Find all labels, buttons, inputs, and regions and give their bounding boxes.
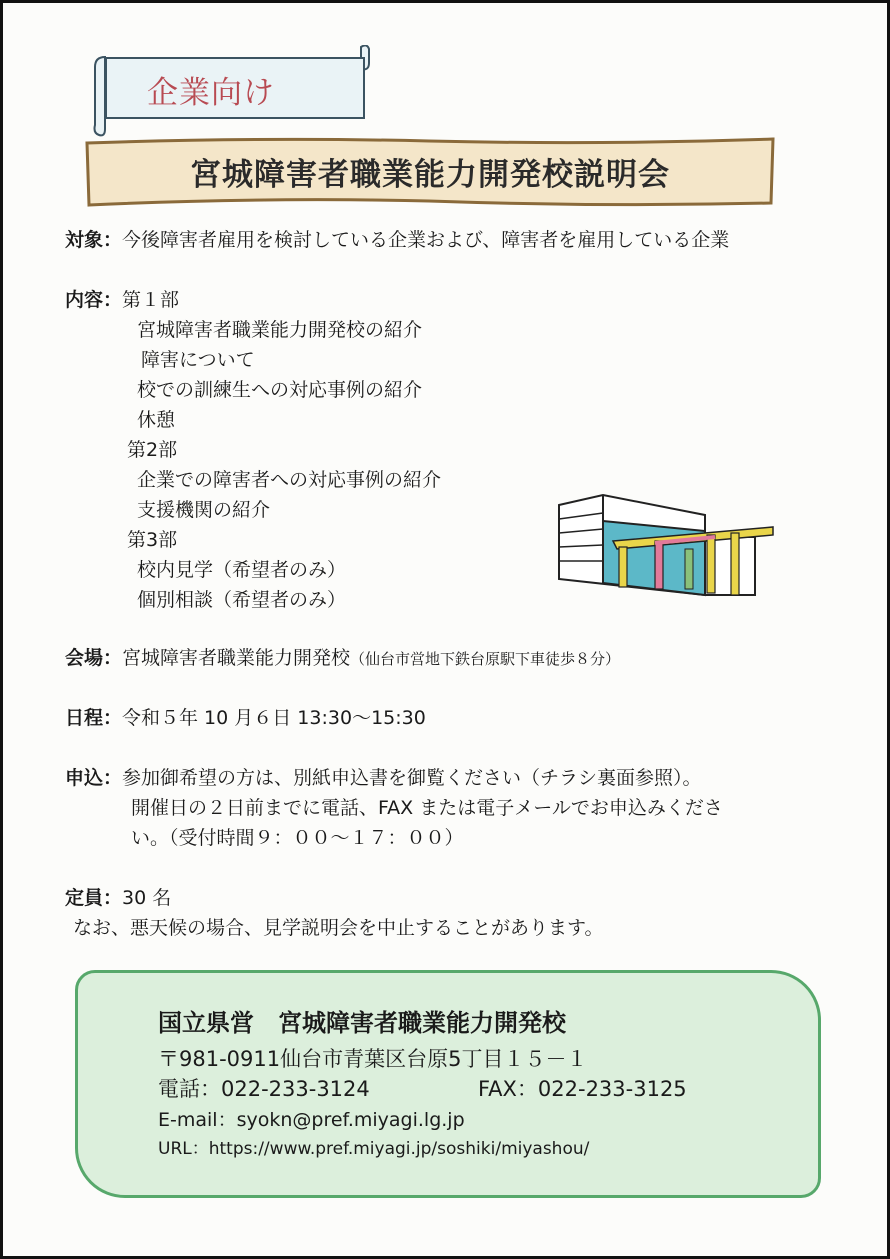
contact-phone: 電話：022-233-3124 <box>158 1077 370 1101</box>
contact-email[interactable]: E-mail：syokn@pref.miyagi.lg.jp <box>158 1109 465 1131</box>
venue-note: （仙台市営地下鉄台原駅下車徒歩８分） <box>350 650 621 668</box>
list-item: 休憩 <box>137 409 176 431</box>
contact-url[interactable]: URL：https://www.pref.miyagi.jp/soshiki/miyashou/ <box>158 1139 590 1159</box>
list-item: 企業での障害者への対応事例の紹介 <box>137 469 442 491</box>
target-label: 対象： <box>65 229 123 251</box>
application-line: い。（受付時間９：００～１７：００） <box>131 827 464 849</box>
contact-name: 国立県営 宮城障害者職業能力開発校 <box>158 1009 566 1037</box>
list-item: 障害について <box>141 349 255 371</box>
contact-address: 〒981-0911仙台市青葉区台原5丁目１５－１ <box>158 1047 588 1071</box>
list-item: 個別相談（希望者のみ） <box>137 589 347 611</box>
audience-tag <box>91 45 381 139</box>
school-building-icon <box>555 491 777 603</box>
part2-heading: 第2部 <box>127 439 178 461</box>
list-item: 校内見学（希望者のみ） <box>137 559 347 581</box>
capacity-text: 30 名 <box>122 887 172 909</box>
venue-row <box>65 649 620 668</box>
contact-fax: FAX：022-233-3125 <box>478 1077 687 1101</box>
capacity-row <box>65 889 171 908</box>
target-text: 今後障害者雇用を検討している企業および、障害者を雇用している企業 <box>122 229 730 251</box>
application-label: 申込： <box>65 767 123 789</box>
application-row <box>65 769 702 788</box>
list-item: 校での訓練生への対応事例の紹介 <box>137 379 423 401</box>
schedule-row <box>65 709 426 728</box>
venue-label: 会場： <box>65 647 123 669</box>
schedule-text: 令和５年 10 月６日 13:30～15:30 <box>122 707 426 729</box>
application-line: 開催日の２日前までに電話、FAX または電子メールでお申込みくださ <box>131 797 723 819</box>
application-line: 参加御希望の方は、別紙申込書を御覧ください（チラシ裏面参照）。 <box>122 767 702 789</box>
list-item: 宮城障害者職業能力開発校の紹介 <box>137 319 423 341</box>
part3-heading: 第3部 <box>127 529 178 551</box>
schedule-label: 日程： <box>65 707 123 729</box>
contact-box <box>75 970 821 1198</box>
content-row <box>65 291 179 310</box>
capacity-note: なお、悪天候の場合、見学説明会を中止することがあります。 <box>73 917 604 939</box>
target-row <box>65 231 729 250</box>
tag-label: 企業向け <box>147 75 275 111</box>
content-label: 内容： <box>65 289 123 311</box>
part1-heading: 第１部 <box>122 289 180 311</box>
capacity-label: 定員： <box>65 887 123 909</box>
venue-text: 宮城障害者職業能力開発校 <box>122 647 351 669</box>
list-item: 支援機関の紹介 <box>137 499 271 521</box>
page-title: 宮城障害者職業能力開発校説明会 <box>190 157 670 193</box>
